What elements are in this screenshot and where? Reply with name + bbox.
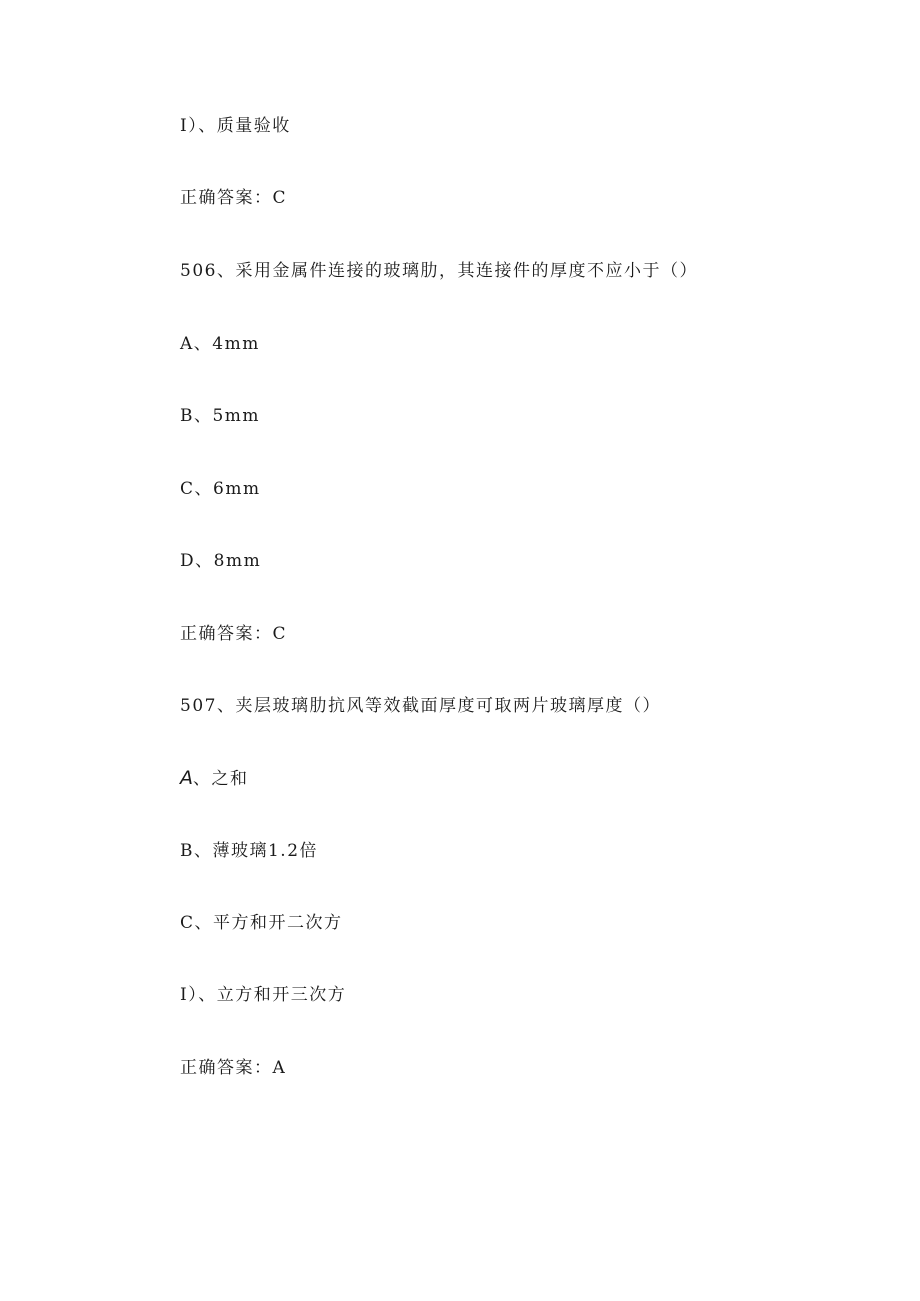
q507-option-a-letter: A [180, 767, 193, 789]
q507-option-a-text: 、之和 [193, 769, 249, 789]
q505-option-d: I）、质量验收 [180, 116, 291, 136]
q506-option-c: C、6mm [180, 479, 261, 499]
q506-option-a: A、4mm [180, 334, 260, 354]
q506-question: 506、采用金属件连接的玻璃肋，其连接件的厚度不应小于（） [180, 261, 698, 281]
q505-answer: 正确答案：C [180, 188, 288, 208]
q506-answer: 正确答案：C [180, 624, 288, 644]
q507-option-c: C、平方和开二次方 [180, 913, 343, 933]
q506-option-b: B、5mm [180, 406, 261, 426]
q506-option-d: D、8mm [180, 551, 262, 571]
q507-answer: 正确答案：A [180, 1058, 287, 1078]
q507-question: 507、夹层玻璃肋抗风等效截面厚度可取两片玻璃厚度（） [180, 696, 661, 716]
q507-option-d: I）、立方和开三次方 [180, 985, 347, 1005]
q507-option-a [180, 766, 249, 791]
q507-option-b: B、薄玻璃1.2倍 [180, 841, 319, 861]
